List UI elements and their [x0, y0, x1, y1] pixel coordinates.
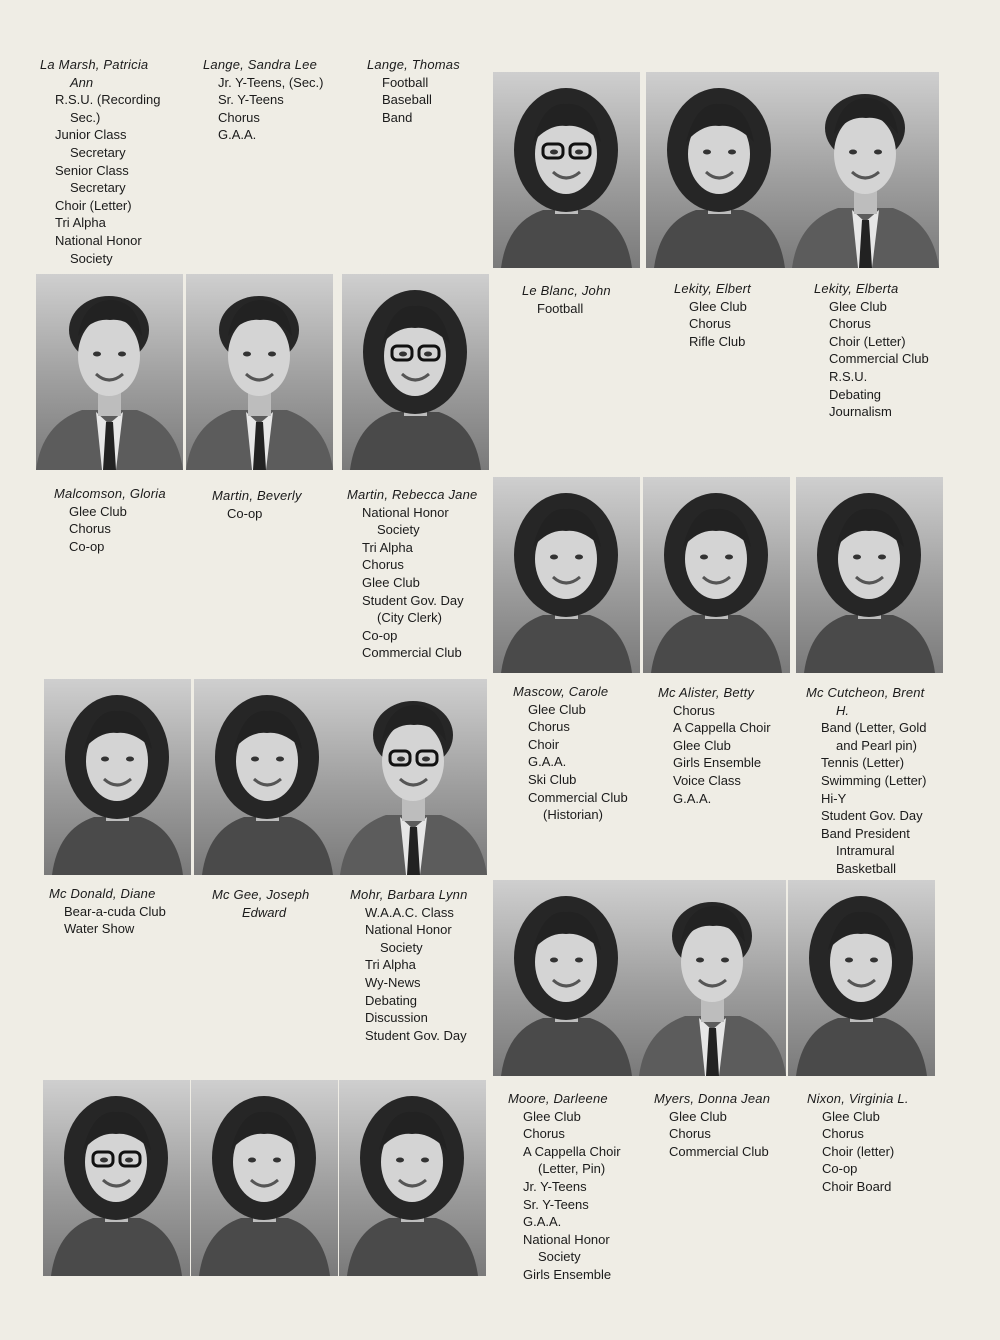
activity-line: Chorus: [362, 557, 404, 573]
activity-line: Society: [70, 250, 113, 266]
entry-lekity-elberta: [814, 280, 964, 421]
activity-line: Tri Alpha: [55, 215, 106, 231]
portrait-photo: [44, 679, 191, 875]
eye-shape: [118, 352, 126, 357]
activity-line: National Honor: [55, 232, 142, 248]
activity-line: Student Gov. Day: [365, 1027, 467, 1043]
shoulders-shape: [501, 210, 632, 268]
student-name: Martin, Rebecca Jane: [347, 487, 478, 502]
activity-line: R.S.U. (Recording: [55, 92, 161, 108]
shoulders-shape: [501, 1018, 632, 1076]
student-name: Mc Cutcheon, Brent: [806, 685, 925, 700]
activity-line: Chorus: [218, 109, 260, 125]
entry-lamarsh: [40, 56, 190, 267]
eye-shape: [845, 958, 853, 963]
activity-line: Intramural: [836, 843, 895, 859]
entry-martin-beverly: [212, 487, 362, 522]
portrait-figure: [493, 72, 640, 268]
activity-line: Glee Club: [528, 701, 586, 717]
eye-shape: [853, 555, 861, 560]
eye-shape: [421, 1158, 429, 1163]
portrait-figure: [493, 477, 640, 673]
portrait-figure: [340, 679, 487, 875]
eye-shape: [700, 555, 708, 560]
eye-shape: [870, 958, 878, 963]
portrait-figure: [342, 274, 489, 470]
activity-line: Jr. Y-Teens: [523, 1178, 587, 1194]
portrait-figure: [194, 679, 341, 875]
portrait-photo: [36, 274, 183, 470]
eye-shape: [575, 555, 583, 560]
entry-lange-sandra: [203, 56, 353, 144]
activity-line: Debating: [365, 992, 418, 1008]
activity-line: (Historian): [543, 807, 603, 823]
entry-malcomson: [54, 485, 204, 555]
shoulders-shape: [796, 1018, 927, 1076]
eye-shape: [422, 757, 430, 762]
portrait-photo: [340, 679, 487, 875]
portrait-photo: [493, 477, 640, 673]
activity-line: G.A.A.: [673, 790, 712, 806]
eye-shape: [101, 757, 109, 762]
activity-line: G.A.A.: [528, 754, 567, 770]
eye-shape: [696, 958, 704, 963]
activity-line: Secretary: [70, 144, 126, 160]
portrait-figure: [639, 880, 786, 1076]
activity-line: Co-op: [362, 627, 398, 643]
eye-shape: [276, 757, 284, 762]
activity-line: Wy-News: [365, 974, 421, 990]
student-name: Martin, Beverly: [212, 488, 302, 503]
portrait-photo: [339, 1080, 486, 1276]
eye-shape: [424, 352, 432, 357]
student-name: Mc Donald, Diane: [49, 886, 156, 901]
entry-myers: [654, 1090, 804, 1160]
activity-line: Glee Club: [689, 298, 747, 314]
eye-shape: [100, 1158, 108, 1163]
portrait-figure: [191, 1080, 338, 1276]
activity-line: Chorus: [528, 719, 570, 735]
student-name: Moore, Darleene: [508, 1091, 608, 1106]
activity-line: Swimming (Letter): [821, 772, 927, 788]
activity-line: A Cappella Choir: [673, 720, 771, 736]
activity-line: National Honor: [362, 504, 449, 520]
portrait-photo: [796, 477, 943, 673]
entry-nixon: [807, 1090, 957, 1196]
activity-line: Commercial Club: [829, 351, 929, 367]
portrait-figure: [796, 477, 943, 673]
activity-line: Ski Club: [528, 771, 577, 787]
eye-shape: [243, 352, 251, 357]
activity-line: National Honor: [523, 1231, 610, 1247]
portrait-photo: [643, 477, 790, 673]
activity-line: Tennis (Letter): [821, 755, 905, 771]
portrait-figure: [43, 1080, 190, 1276]
face-shape: [228, 316, 290, 396]
activity-line: Glee Club: [669, 1108, 727, 1124]
eye-shape: [251, 757, 259, 762]
activity-line: Choir (letter): [822, 1143, 895, 1159]
activity-line: Glee Club: [362, 574, 420, 590]
shoulders-shape: [651, 615, 782, 673]
shoulders-shape: [654, 210, 785, 268]
activity-line: Glee Club: [69, 503, 127, 519]
activity-line: Basketball: [836, 860, 896, 876]
eye-shape: [397, 757, 405, 762]
activity-line: Chorus: [669, 1126, 711, 1142]
activity-line: Baseball: [382, 92, 432, 108]
activity-line: Co-op: [69, 538, 105, 554]
activity-line: R.S.U.: [829, 368, 868, 384]
shoulders-shape: [199, 1218, 330, 1276]
portrait-photo: [788, 880, 935, 1076]
entry-mcdonald: [49, 885, 199, 938]
activity-line: Choir: [528, 736, 560, 752]
activity-line: Girls Ensemble: [523, 1266, 612, 1282]
student-name: Mc Alister, Betty: [658, 685, 755, 700]
activity-line: Football: [382, 74, 429, 90]
activity-line: Student Gov. Day: [362, 592, 464, 608]
activity-line: Glee Club: [673, 737, 731, 753]
activity-line: Commercial Club: [528, 789, 628, 805]
portrait-figure: [36, 274, 183, 470]
activity-line: Chorus: [69, 521, 111, 537]
student-name: Mohr, Barbara Lynn: [350, 887, 468, 902]
activity-line: Bear-a-cuda Club: [64, 903, 166, 919]
student-name: Lekity, Elbert: [674, 281, 751, 296]
eye-shape: [93, 352, 101, 357]
portrait-figure: [788, 880, 935, 1076]
portrait-photo: [342, 274, 489, 470]
activity-line: National Honor: [365, 922, 452, 938]
eye-shape: [721, 958, 729, 963]
activity-line: Commercial Club: [669, 1143, 769, 1159]
activity-line: Girls Ensemble: [673, 755, 762, 771]
student-name-continued: Edward: [242, 904, 287, 920]
eye-shape: [268, 352, 276, 357]
activity-line: Discussion: [365, 1010, 428, 1026]
portrait-photo: [186, 274, 333, 470]
activity-line: Chorus: [829, 316, 871, 332]
activity-line: Football: [537, 300, 584, 316]
activity-line: W.A.A.C. Class: [365, 904, 454, 920]
portrait-figure: [792, 72, 939, 268]
shoulders-shape: [347, 1218, 478, 1276]
portrait-figure: [339, 1080, 486, 1276]
activity-line: G.A.A.: [218, 127, 257, 143]
portrait-photo: [646, 72, 793, 268]
activity-line: Water Show: [64, 921, 135, 937]
portrait-figure: [186, 274, 333, 470]
activity-line: (City Clerk): [377, 610, 442, 626]
activity-line: Sec.): [70, 109, 101, 125]
activity-line: Rifle Club: [689, 333, 746, 349]
portrait-figure: [44, 679, 191, 875]
entry-mascow: [513, 683, 663, 824]
portrait-figure: [646, 72, 793, 268]
eye-shape: [399, 352, 407, 357]
activity-line: Chorus: [523, 1126, 565, 1142]
activity-line: Co-op: [822, 1161, 858, 1177]
activity-line: Secretary: [70, 180, 126, 196]
shoulders-shape: [804, 615, 935, 673]
entry-mccutcheon: [806, 684, 956, 878]
activity-line: Society: [538, 1249, 581, 1265]
eye-shape: [575, 958, 583, 963]
activity-line: Student Gov. Day: [821, 808, 923, 824]
student-name-continued: Ann: [70, 74, 94, 90]
eye-shape: [878, 555, 886, 560]
face-shape: [78, 316, 140, 396]
eye-shape: [126, 757, 134, 762]
eye-shape: [550, 150, 558, 155]
activity-line: Band: [382, 109, 413, 125]
student-name-continued: H.: [836, 702, 849, 718]
portrait-photo: [493, 880, 640, 1076]
activity-line: Glee Club: [829, 298, 887, 314]
activity-line: Debating: [829, 386, 882, 402]
portrait-photo: [43, 1080, 190, 1276]
eye-shape: [725, 555, 733, 560]
eye-shape: [273, 1158, 281, 1163]
activity-line: Voice Class: [673, 772, 741, 788]
eye-shape: [125, 1158, 133, 1163]
entry-lekity-elbert: [674, 280, 824, 350]
student-name: Malcomson, Gloria: [54, 486, 166, 501]
portrait-figure: [643, 477, 790, 673]
activity-line: Journalism: [829, 404, 892, 420]
entry-moore: [508, 1090, 658, 1284]
activity-line: Jr. Y-Teens, (Sec.): [218, 74, 324, 90]
student-name: Lekity, Elberta: [814, 281, 899, 296]
activity-line: Society: [377, 522, 420, 538]
activity-line: Society: [380, 939, 423, 955]
student-name: Lange, Thomas: [367, 57, 460, 72]
eye-shape: [550, 958, 558, 963]
eye-shape: [849, 150, 857, 155]
activity-line: G.A.A.: [523, 1214, 562, 1230]
eye-shape: [703, 150, 711, 155]
eye-shape: [248, 1158, 256, 1163]
face-shape: [681, 922, 743, 1002]
shoulders-shape: [350, 412, 481, 470]
entry-martin-rebecca: [347, 486, 497, 662]
activity-line: Choir (Letter): [829, 333, 906, 349]
activity-line: (Letter, Pin): [538, 1161, 606, 1177]
activity-line: Glee Club: [523, 1108, 581, 1124]
activity-line: Sr. Y-Teens: [218, 92, 284, 108]
activity-line: Band President: [821, 825, 910, 841]
eye-shape: [575, 150, 583, 155]
eye-shape: [550, 555, 558, 560]
entry-mcalister: [658, 684, 808, 807]
activity-line: Sr. Y-Teens: [523, 1196, 589, 1212]
activity-line: Senior Class: [55, 162, 129, 178]
activity-line: Chorus: [689, 316, 731, 332]
portrait-photo: [792, 72, 939, 268]
eye-shape: [728, 150, 736, 155]
activity-line: Co-op: [227, 505, 263, 521]
student-name: Mascow, Carole: [513, 684, 609, 699]
portrait-figure: [493, 880, 640, 1076]
activity-line: Choir Board: [822, 1178, 892, 1194]
shoulders-shape: [202, 817, 333, 875]
entry-mcgee: [212, 886, 362, 921]
student-name: Myers, Donna Jean: [654, 1091, 771, 1106]
activity-line: Commercial Club: [362, 645, 462, 661]
activity-line: Glee Club: [822, 1108, 880, 1124]
activity-line: and Pearl pin): [836, 737, 917, 753]
student-name: La Marsh, Patricia: [40, 57, 149, 72]
portrait-photo: [191, 1080, 338, 1276]
student-name: Le Blanc, John: [522, 283, 611, 298]
activity-line: Band (Letter, Gold: [821, 720, 927, 736]
student-name: Mc Gee, Joseph: [212, 887, 310, 902]
activity-line: Chorus: [673, 702, 715, 718]
shoulders-shape: [51, 1218, 182, 1276]
activity-line: Chorus: [822, 1126, 864, 1142]
activity-line: Hi-Y: [821, 790, 847, 806]
entry-leblanc: [522, 282, 672, 317]
student-name: Nixon, Virginia L.: [807, 1091, 909, 1106]
activity-line: Tri Alpha: [362, 539, 413, 555]
portrait-photo: [639, 880, 786, 1076]
activity-line: Choir (Letter): [55, 197, 132, 213]
student-name: Lange, Sandra Lee: [203, 57, 317, 72]
face-shape: [834, 114, 896, 194]
eye-shape: [396, 1158, 404, 1163]
shoulders-shape: [501, 615, 632, 673]
shoulders-shape: [52, 817, 183, 875]
activity-line: Tri Alpha: [365, 957, 416, 973]
activity-line: A Cappella Choir: [523, 1143, 621, 1159]
activity-line: Junior Class: [55, 127, 127, 143]
portrait-photo: [493, 72, 640, 268]
entry-mohr: [350, 886, 500, 1044]
eye-shape: [874, 150, 882, 155]
portrait-photo: [194, 679, 341, 875]
